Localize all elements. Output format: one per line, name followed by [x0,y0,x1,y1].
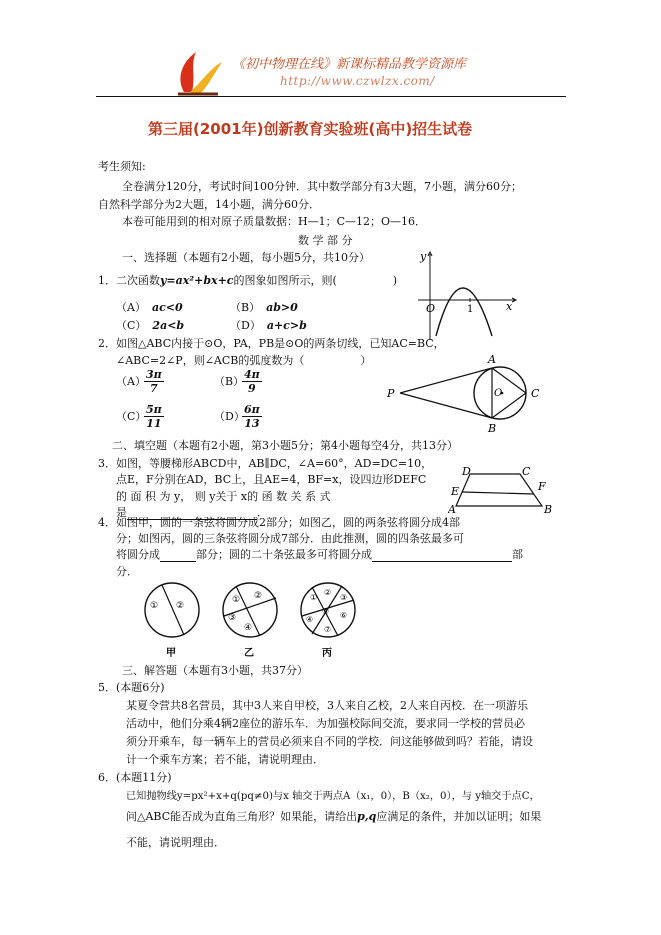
question-text: 分． [116,565,138,578]
tick-label: 1 [467,304,474,315]
region-label: ⑥ [340,611,348,620]
question-text: 活动中，他们分乘4辆2座位的游乐车．为加强校际间交流，要求同一学校的营员必 [126,717,525,730]
header-divider [96,96,566,97]
point-b-label: B [488,422,497,434]
site-url[interactable]: http://www.czwlzx.com/ [280,74,435,88]
question-text: 如图，等腰梯形ABCD中，AB∥DC，∠A=60°，AD=DC=10， [116,457,433,470]
region-label: ② [176,601,185,611]
formula: y=ax²+bx+c [160,274,234,287]
question-text: 如图△ABC内接于⊙O，PA，PB是⊙O的两条切线，已知AC=BC， [116,337,445,350]
parabola-graph [418,250,518,342]
question-text: 不能，请说明理由． [126,836,225,849]
region-label: ② [254,591,263,601]
question-2-line2: ∠ABC=2∠P，则∠ACB的弧度数为（ ） [116,354,372,367]
region-label: ① [150,601,159,611]
page-title: 第三届(2001年)创新教育实验班(高中)招生试卷 [148,120,473,138]
trapezoid-figure [448,466,558,514]
question-6-number: 6．(本题11分) [98,771,172,784]
question-2 [98,335,445,351]
x-axis-label: x [506,300,513,313]
question-text: 须分开乘车，每一辆车上的营员必须来自不同的学校．问这能够做到吗？若能，请设 [126,735,533,748]
question-number: 2． [98,337,116,350]
section-heading: 三、解答题（本题有3小题，共37分） [122,664,308,677]
point-a-label: A [488,353,496,366]
site-logo [170,48,228,98]
question-text: 的图象如图所示，则( [233,274,337,287]
answer-blank[interactable] [372,549,512,562]
question-1 [98,272,397,288]
section-heading: 二、填空题（本题有2小题，第3小题5分；第4小题每空4分，共13分） [112,439,458,452]
question-text: 分；如图丙，圆的三条弦将圆分成7部分．由此推测，圆的四条弦最多可 [116,532,464,545]
question-text: 已知抛物线y=px²+x+q(pq≠0)与x 轴交于两点A（x₁，0），B（x₂，0），与 y轴交于点C， [126,791,540,802]
question-4 [98,514,460,530]
point-c-label: C [531,387,540,400]
option-a[interactable]: （A） $\frac{3\pi}{7}$ [116,368,162,395]
region-label: ④ [244,623,253,633]
question-text: ) [392,274,398,287]
logo-swoosh-icon [190,62,222,94]
point-c-label: C [522,466,531,478]
notice-line: 自然科学部分为2大题，14小题，满分60分． [98,198,320,211]
option-d[interactable]: （D） a+c>b [230,319,307,332]
region-label: ② [324,588,332,597]
point-b-label: B [544,503,553,514]
circle-label: 甲 [166,648,176,659]
option-a[interactable]: （A） ac<0 [116,301,183,314]
notice-heading: 考生须知: [98,160,146,173]
origin-label: O [426,302,436,315]
question-number: 1． [98,274,116,287]
region-label: ③ [340,593,348,602]
point-e-label: E [451,485,460,498]
tangent-circle-figure [384,352,554,434]
point-f-label: F [538,480,546,493]
region-label: ⑦ [324,625,332,634]
circle-label: 丙 [322,648,332,659]
option-b[interactable]: （B） $\frac{4\pi}{9}$ [214,368,260,395]
site-name: 《初中物理在线》新课标精品教学资源库 [232,57,467,72]
notice-line: 全卷满分120分，考试时间100分钟．其中数学部分有3大题，7小题，满分60分； [122,180,522,193]
question-text: 点E，F分别在AD，BC上，且AE=4，BF=x，设四边形DEFC [116,473,427,486]
option-d[interactable]: （D） $\frac{6\pi}{13}$ [214,403,260,430]
question-6-line2: 问△ABC能否成为直角三角形？如果能，请给出p,q应满足的条件，并加以证明；如果 [126,810,542,823]
region-label: ④ [306,615,314,624]
point-d-label: D [462,466,471,478]
section-heading: 一、选择题（本题有2小题，每小题5分，共10分） [122,251,370,264]
region-label: ① [310,593,318,602]
variable: p,q [357,810,377,823]
question-text: 某夏令营共8名营员，其中3人来自甲校，3人来自乙校，2人来自丙校．在一项游乐 [126,699,528,712]
region-label: ⑤ [322,607,330,616]
option-c[interactable]: （C） $\frac{5\pi}{11}$ [116,403,162,430]
question-5-number: 5．(本题6分) [98,681,165,694]
math-heading: 数 学 部 分 [298,234,353,247]
question-text: 二次函数 [116,274,160,287]
region-label: ① [232,595,241,605]
option-c[interactable]: （C） 2a<b [116,319,185,332]
logo-flame-icon [180,52,196,92]
question-3-answer: 是 ． [116,506,268,519]
question-4-blanks: 将圆分成 部分；圆的二十条弦最多可将圆分成 部 [116,548,523,561]
point-p-label: P [387,387,395,400]
question-3 [98,455,432,471]
question-text: 如图甲，圆的一条弦将圆分成2部分；如图乙，圆的两条弦将圆分成4部 [116,516,460,529]
region-label: ③ [228,613,237,623]
option-b[interactable]: （B） ab>0 [230,301,298,314]
circle-label: 乙 [244,648,254,659]
question-number: 4． [98,516,116,529]
answer-blank[interactable] [160,549,196,562]
question-number: 3． [98,457,116,470]
chord-circles-figure [140,578,370,660]
notice-line: 本卷可能用到的相对原子质量数据：H—1；C—12；O—16． [122,215,427,228]
question-text: 的 面 积 为 y， 则 y关于 x的 函 数 关 系 式 [116,490,331,503]
point-o-label: O [494,388,503,399]
y-axis-label: y [420,250,427,263]
point-a-label: A [448,503,456,514]
question-text: 计一个乘车方案；若不能，请说明理由． [126,753,324,766]
